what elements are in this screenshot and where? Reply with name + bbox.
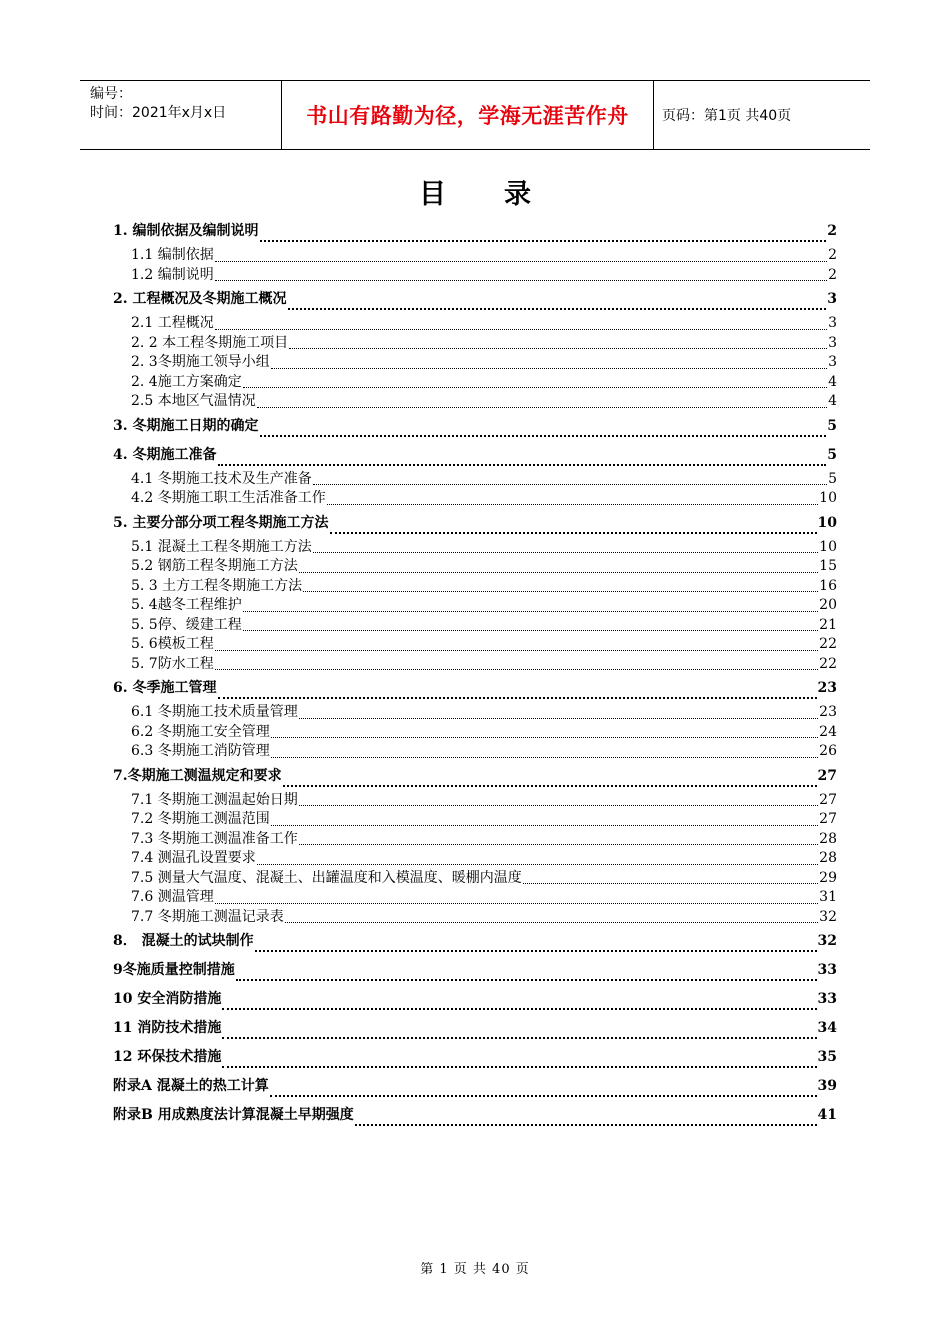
toc-entry-page: 10 xyxy=(819,490,837,506)
toc-entry-page: 28 xyxy=(819,850,837,866)
toc-entry-page: 34 xyxy=(817,1020,837,1036)
toc-entry-title: 6.1 冬期施工技术质量管理 xyxy=(131,704,298,720)
toc-entry-title: 3. 冬期施工日期的确定 xyxy=(113,417,259,434)
toc-entry-title: 10 安全消防措施 xyxy=(113,991,222,1007)
page-title: 目录 xyxy=(419,179,589,210)
toc-entry-page: 4 xyxy=(828,393,837,409)
toc-dot-leader xyxy=(271,757,818,758)
toc-dot-leader xyxy=(257,864,818,865)
toc-dot-leader xyxy=(215,650,818,651)
toc-entry-section[interactable] xyxy=(113,830,837,850)
toc-entry-section[interactable] xyxy=(113,616,837,636)
toc-dot-leader xyxy=(215,329,827,330)
toc-entry-page: 2 xyxy=(827,223,837,239)
toc-entry-chapter[interactable] xyxy=(113,762,837,791)
toc-entry-page: 23 xyxy=(817,680,837,696)
toc-entry-section[interactable] xyxy=(113,742,837,762)
toc-entry-title: 7.冬期施工测温规定和要求 xyxy=(113,767,282,784)
document-number-label: 编号： xyxy=(90,86,132,102)
toc-entry-title: 1. 编制依据及编制说明 xyxy=(113,223,259,239)
toc-entry-page: 27 xyxy=(817,767,837,784)
toc-dot-leader xyxy=(260,240,827,242)
toc-entry-section[interactable] xyxy=(113,791,837,811)
toc-entry-section[interactable] xyxy=(113,246,837,266)
toc-entry-page: 10 xyxy=(817,514,837,531)
toc-dot-leader xyxy=(243,387,827,388)
toc-entry-chapter[interactable] xyxy=(113,285,837,314)
toc-entry-section[interactable] xyxy=(113,888,837,908)
table-of-contents xyxy=(113,217,837,1130)
toc-entry-page: 39 xyxy=(817,1078,837,1094)
toc-dot-leader xyxy=(283,785,817,787)
toc-dot-leader xyxy=(355,1124,817,1126)
toc-dot-leader xyxy=(215,903,818,904)
toc-entry-title: 2. 2 本工程冬期施工项目 xyxy=(131,334,289,351)
toc-dot-leader xyxy=(313,552,818,553)
toc-entry-page: 3 xyxy=(828,315,837,331)
toc-entry-section[interactable] xyxy=(113,470,837,490)
toc-entry-section[interactable] xyxy=(113,392,837,412)
toc-dot-leader xyxy=(285,922,818,923)
toc-dot-leader xyxy=(218,464,827,466)
toc-dot-leader xyxy=(215,669,818,670)
toc-entry-title: 附录A 混凝土的热工计算 xyxy=(113,1078,269,1094)
header-motto: 书山有路勤为径，学海无涯苦作舟 xyxy=(282,81,654,149)
toc-dot-leader xyxy=(222,1066,816,1068)
toc-entry-title: 4.1 冬期施工技术及生产准备 xyxy=(131,470,312,487)
toc-entry-title: 5. 3 土方工程冬期施工方法 xyxy=(131,577,303,594)
toc-entry-section[interactable] xyxy=(113,635,837,655)
toc-entry-title: 11 消防技术措施 xyxy=(113,1020,222,1036)
toc-entry-page: 26 xyxy=(819,743,837,759)
toc-entry-title: 5.2 钢筋工程冬期施工方法 xyxy=(131,558,298,574)
toc-entry-chapter[interactable] xyxy=(113,412,837,441)
toc-dot-leader xyxy=(270,1095,817,1097)
toc-entry-title: 5. 6模板工程 xyxy=(131,636,214,652)
toc-entry-chapter[interactable] xyxy=(113,441,837,470)
toc-dot-leader xyxy=(299,844,818,845)
toc-entry-page: 15 xyxy=(819,558,837,574)
toc-entry-page: 20 xyxy=(819,597,837,613)
toc-entry-section[interactable] xyxy=(113,577,837,597)
toc-dot-leader xyxy=(218,697,817,699)
toc-entry-page: 22 xyxy=(819,636,837,652)
toc-entry-section[interactable] xyxy=(113,373,837,393)
toc-entry-chapter[interactable] xyxy=(113,1014,837,1043)
toc-entry-chapter[interactable] xyxy=(113,1072,837,1101)
toc-entry-section[interactable] xyxy=(113,810,837,830)
toc-entry-section[interactable] xyxy=(113,596,837,616)
toc-entry-section[interactable] xyxy=(113,849,837,869)
document-time-label: 时间：2021年x月x日 xyxy=(90,105,227,121)
toc-entry-page: 3 xyxy=(828,354,837,370)
toc-entry-chapter[interactable] xyxy=(113,509,837,538)
toc-entry-page: 35 xyxy=(817,1049,837,1065)
toc-dot-leader xyxy=(327,504,818,505)
toc-entry-title: 6.2 冬期施工安全管理 xyxy=(131,723,270,740)
toc-entry-page: 2 xyxy=(828,266,837,283)
toc-entry-title: 2. 3冬期施工领导小组 xyxy=(131,354,270,370)
toc-entry-section[interactable] xyxy=(113,538,837,558)
toc-entry-title: 1.1 编制依据 xyxy=(131,247,214,263)
toc-entry-page: 33 xyxy=(817,962,837,978)
toc-dot-leader xyxy=(299,572,818,573)
toc-entry-title: 7.7 冬期施工测温记录表 xyxy=(131,908,284,925)
toc-entry-section[interactable] xyxy=(113,557,837,577)
toc-entry-page: 10 xyxy=(819,538,837,555)
toc-entry-section[interactable] xyxy=(113,353,837,373)
toc-entry-section[interactable] xyxy=(113,334,837,354)
toc-entry-section[interactable] xyxy=(113,314,837,334)
toc-dot-leader xyxy=(299,718,818,719)
toc-entry-title: 5. 主要分部分项工程冬期施工方法 xyxy=(113,514,329,531)
toc-entry-section[interactable] xyxy=(113,703,837,723)
toc-entry-page: 5 xyxy=(827,417,837,434)
toc-entry-page: 27 xyxy=(819,811,837,827)
toc-entry-title: 7.6 测温管理 xyxy=(131,889,214,905)
toc-entry-page: 3 xyxy=(827,291,837,307)
toc-dot-leader xyxy=(257,407,827,408)
toc-entry-page: 5 xyxy=(828,470,837,487)
toc-entry-section[interactable] xyxy=(113,489,837,509)
toc-entry-title: 2.5 本地区气温情况 xyxy=(131,393,256,409)
toc-entry-title: 7.4 测温孔设置要求 xyxy=(131,850,256,866)
page-header xyxy=(80,80,870,150)
toc-entry-title: 7.3 冬期施工测温准备工作 xyxy=(131,830,298,847)
toc-dot-leader xyxy=(271,825,818,826)
toc-entry-page: 31 xyxy=(819,889,837,905)
toc-entry-title: 1.2 编制说明 xyxy=(131,266,214,283)
toc-dot-leader xyxy=(330,532,817,534)
toc-entry-title: 7.2 冬期施工测温范围 xyxy=(131,811,270,827)
toc-entry-page: 2 xyxy=(828,247,837,263)
toc-entry-title: 9冬施质量控制措施 xyxy=(113,962,235,978)
toc-dot-leader xyxy=(271,737,818,738)
toc-dot-leader xyxy=(222,1008,816,1010)
toc-dot-leader xyxy=(288,308,827,310)
toc-dot-leader xyxy=(313,484,827,485)
toc-dot-leader xyxy=(215,280,827,281)
toc-entry-title: 7.5 测量大气温度、混凝土、出罐温度和入模温度、暖棚内温度 xyxy=(131,869,522,886)
page-footer: 第 1 页 共 40 页 xyxy=(420,1262,530,1277)
toc-entry-page: 41 xyxy=(817,1107,837,1123)
toc-entry-page: 28 xyxy=(819,830,837,847)
toc-entry-chapter[interactable] xyxy=(113,985,837,1014)
toc-entry-section[interactable] xyxy=(113,869,837,889)
toc-entry-title: 5. 4越冬工程维护 xyxy=(131,597,242,613)
toc-entry-page: 32 xyxy=(819,908,837,925)
toc-entry-page: 27 xyxy=(819,791,837,808)
toc-dot-leader xyxy=(523,883,818,884)
toc-entry-page: 4 xyxy=(828,373,837,390)
toc-dot-leader xyxy=(236,979,817,981)
header-info-cell xyxy=(80,81,282,149)
toc-dot-leader xyxy=(255,950,817,952)
toc-dot-leader xyxy=(299,805,818,806)
toc-entry-chapter[interactable] xyxy=(113,1043,837,1072)
toc-entry-page: 5 xyxy=(827,446,837,463)
toc-entry-title: 6.3 冬期施工消防管理 xyxy=(131,743,270,759)
toc-entry-title: 2.1 工程概况 xyxy=(131,315,214,331)
toc-entry-chapter[interactable] xyxy=(113,1101,837,1130)
toc-entry-section[interactable] xyxy=(113,266,837,286)
toc-dot-leader xyxy=(243,611,818,612)
toc-entry-page: 29 xyxy=(819,869,837,886)
toc-entry-title: 2. 4施工方案确定 xyxy=(131,373,242,390)
toc-entry-page: 32 xyxy=(817,933,837,949)
toc-entry-title: 12 环保技术措施 xyxy=(113,1049,222,1065)
toc-entry-section[interactable] xyxy=(113,908,837,928)
toc-dot-leader xyxy=(215,261,827,262)
toc-entry-title: 5. 5停、缓建工程 xyxy=(131,616,242,633)
toc-entry-page: 24 xyxy=(819,723,837,740)
toc-entry-page: 21 xyxy=(819,616,837,633)
toc-entry-title: 4.2 冬期施工职工生活准备工作 xyxy=(131,490,326,506)
toc-entry-chapter[interactable] xyxy=(113,674,837,703)
toc-entry-title: 2. 工程概况及冬期施工概况 xyxy=(113,291,287,307)
toc-dot-leader xyxy=(271,368,827,369)
toc-entry-title: 4. 冬期施工准备 xyxy=(113,446,217,463)
toc-dot-leader xyxy=(243,630,818,631)
toc-entry-chapter[interactable] xyxy=(113,956,837,985)
toc-entry-chapter[interactable] xyxy=(113,927,837,956)
toc-dot-leader xyxy=(260,435,827,437)
toc-dot-leader xyxy=(289,348,827,349)
toc-entry-title: 5.1 混凝土工程冬期施工方法 xyxy=(131,538,312,555)
toc-dot-leader xyxy=(222,1037,816,1039)
toc-entry-section[interactable] xyxy=(113,655,837,675)
toc-entry-page: 23 xyxy=(819,704,837,720)
toc-dot-leader xyxy=(303,591,818,592)
toc-entry-title: 附录B 用成熟度法计算混凝土早期强度 xyxy=(113,1107,354,1123)
toc-entry-title: 7.1 冬期施工测温起始日期 xyxy=(131,791,298,808)
toc-entry-page: 22 xyxy=(819,655,837,672)
toc-entry-title: 5. 7防水工程 xyxy=(131,655,214,672)
toc-entry-title: 6. 冬季施工管理 xyxy=(113,680,217,696)
header-page-info: 页码：第1页 共40页 xyxy=(662,108,792,124)
toc-entry-title: 8． 混凝土的试块制作 xyxy=(113,933,254,949)
toc-entry-chapter[interactable] xyxy=(113,217,837,246)
toc-entry-page: 33 xyxy=(817,991,837,1007)
toc-entry-page: 16 xyxy=(819,577,837,594)
toc-entry-page: 3 xyxy=(828,334,837,351)
toc-entry-section[interactable] xyxy=(113,723,837,743)
